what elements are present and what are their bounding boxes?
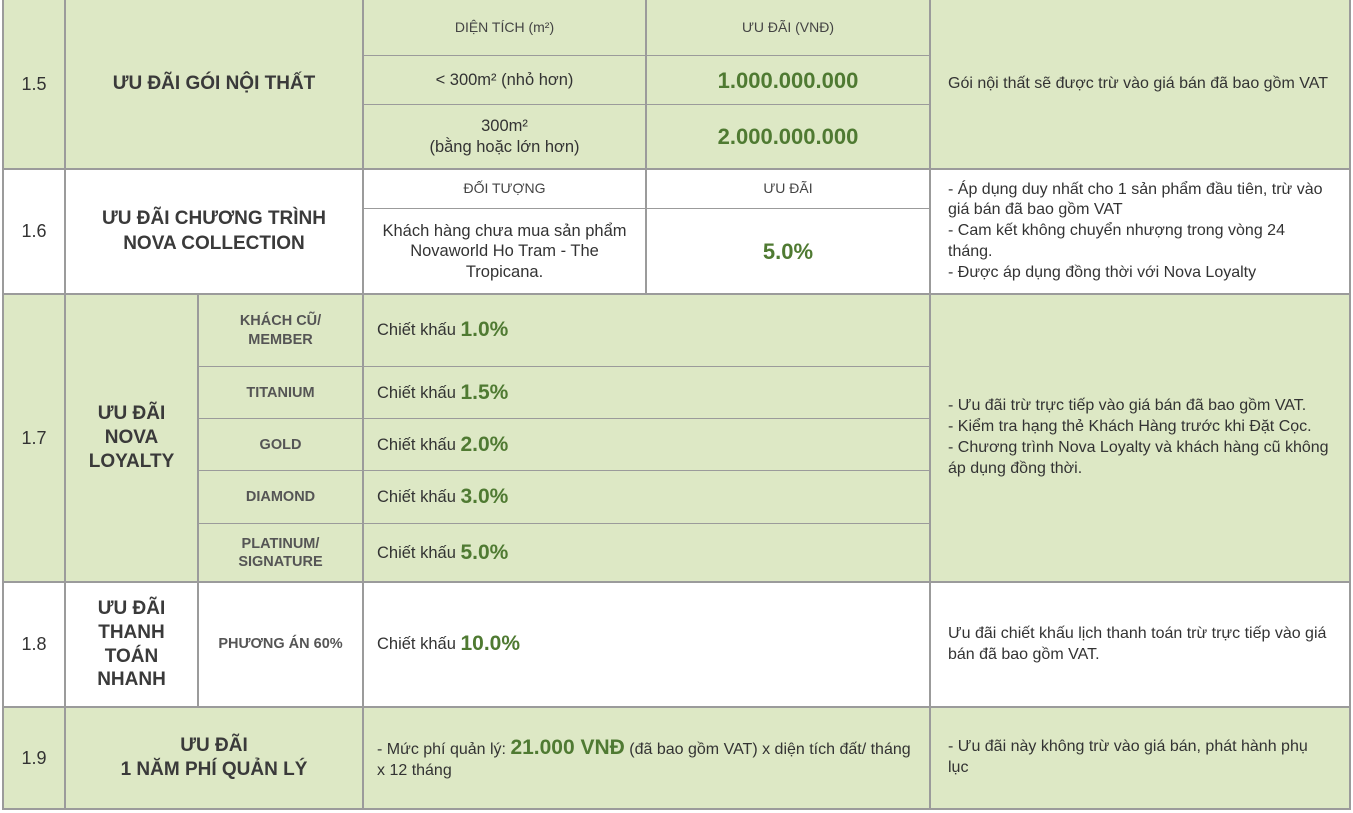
row-label-management-fee [65,707,363,809]
fast-payment-value: 10.0% [460,632,521,656]
row-number-1-5: 1.5 [3,0,65,169]
grid-line [2,706,1351,708]
tier-platinum-line2: SIGNATURE [238,554,323,570]
grid-line [198,470,930,471]
note-fast-payment: Ưu đãi chiết khấu lịch thanh toán trừ trực tiếp vào giá bán đã bao gồm VAT. [930,582,1350,707]
row-label-interior-package: ƯU ĐÃI GÓI NỘI THẤT [65,0,363,169]
tier-member-value: 1.0% [460,318,509,342]
tier-diamond-value: 3.0% [460,485,509,509]
row-label-fast-payment-line4: NHANH [97,669,166,691]
row-number-1-9: 1.9 [3,707,65,809]
discount-prefix: Chiết khấu [377,488,456,507]
tier-titanium-discount [363,367,930,419]
grid-line [198,418,930,419]
grid-line [363,55,930,56]
grid-line [1349,0,1351,810]
grid-line [363,104,930,105]
row-number-1-8: 1.8 [3,582,65,707]
grid-line [363,208,930,209]
area-option-over-300 [363,105,646,169]
grid-line [645,0,647,294]
row-label-nova-collection [65,169,363,294]
note-nova-collection-line3: - Được áp dụng đồng thời với Nova Loyalty [948,263,1257,281]
note-nova-collection-line2: - Cam kết không chuyển nhượng trong vòng 24 tháng. [948,222,1285,260]
discount-prefix: Chiết khấu [377,321,456,340]
tier-member-discount [363,294,930,367]
row-label-fast-payment-line1: ƯU ĐÃI [97,597,166,619]
row-label-nova-collection-line2: NOVA COLLECTION [123,232,305,254]
grid-line [362,0,364,810]
grid-line [2,0,4,810]
header-offer: ƯU ĐÃI [646,169,930,209]
header-area: DIỆN TÍCH (m²) [363,0,646,56]
tier-titanium: TITANIUM [198,367,363,419]
fee-prefix: - Mức phí quản lý: [377,740,506,758]
discount-prefix: Chiết khấu [377,383,456,402]
tier-gold-value: 2.0% [460,432,509,456]
discount-prefix: Chiết khấu [377,543,456,562]
management-fee-detail [363,707,930,809]
note-nova-collection [930,169,1350,294]
row-label-nova-loyalty-line3: LOYALTY [88,451,175,473]
fast-payment-discount [363,582,930,707]
tier-member [198,294,363,367]
header-offer-vnd: ƯU ĐÃI (VNĐ) [646,0,930,56]
grid-line [64,0,66,810]
row-label-fast-payment [65,582,198,707]
offer-value-over-300: 2.000.000.000 [646,105,930,169]
grid-line [2,581,1351,583]
note-nova-loyalty-line3: - Chương trình Nova Loyalty và khách hàng cũ không áp dụng đồng thời. [948,439,1329,477]
tier-diamond: DIAMOND [198,471,363,524]
tier-platinum [198,524,363,582]
grid-line [929,0,931,810]
area-option-over-300-line2: (bằng hoặc lớn hơn) [429,138,580,156]
row-label-nova-collection-line1: ƯU ĐÃI CHƯƠNG TRÌNH [101,208,326,230]
area-option-under-300: < 300m² (nhỏ hơn) [363,56,646,105]
grid-line [2,168,1351,170]
area-option-over-300-line1: 300m² [481,117,528,136]
tier-titanium-value: 1.5% [460,380,509,404]
note-nova-loyalty-line1: - Ưu đãi trừ trực tiếp vào giá bán đã bao gồm VAT. [948,397,1307,415]
grid-line [197,294,199,707]
tier-diamond-discount [363,471,930,524]
note-management-fee: - Ưu đãi này không trừ vào giá bán, phát hành phụ lục [930,707,1350,809]
discount-prefix: Chiết khấu [377,435,456,454]
tier-gold: GOLD [198,419,363,471]
payment-plan: PHƯƠNG ÁN 60% [198,582,363,707]
note-nova-loyalty [930,294,1350,582]
note-nova-loyalty-line2: - Kiểm tra hạng thẻ Khách Hàng trước khi Đặt Cọc. [948,418,1312,436]
tier-platinum-value: 5.0% [460,540,509,564]
row-label-management-fee-line2: 1 NĂM PHÍ QUẢN LÝ [120,759,308,780]
fee-suffix: (đã bao gồm VAT) x diện tích đất/ tháng x 12 tháng [377,740,911,780]
grid-line [198,366,930,367]
row-label-fast-payment-line3: TOÁN [104,645,159,667]
row-label-management-fee-line1: ƯU ĐÃI [180,734,248,756]
fee-value: 21.000 VNĐ [510,735,625,759]
discount-prefix: Chiết khấu [377,635,456,654]
tier-platinum-line1: PLATINUM/ [241,535,320,552]
tier-member-line1: KHÁCH CŨ/ [239,313,322,330]
note-nova-collection-line1: - Áp dụng duy nhất cho 1 sản phẩm đầu tiên, trừ vào giá bán đã bao gồm VAT [948,180,1323,219]
row-label-nova-loyalty [65,294,198,582]
collection-offer-value: 5.0% [646,209,930,294]
row-label-nova-loyalty-line1: ƯU ĐÃI [97,402,166,424]
header-target: ĐỐI TƯỢNG [363,169,646,209]
target-customer: Khách hàng chưa mua sản phẩm Novaworld Ho Tram - The Tropicana. [363,209,646,294]
grid-line [2,293,1351,295]
tier-member-line2: MEMBER [248,331,313,348]
row-label-fast-payment-line2: THANH [98,621,165,643]
row-number-1-7: 1.7 [3,294,65,582]
note-interior-package: Gói nội thất sẽ được trừ vào giá bán đã bao gồm VAT [930,0,1350,169]
offer-value-under-300: 1.000.000.000 [646,56,930,105]
grid-line [198,523,930,524]
tier-gold-discount [363,419,930,471]
row-label-nova-loyalty-line2: NOVA [104,426,159,448]
tier-platinum-discount [363,524,930,582]
row-number-1-6: 1.6 [3,169,65,294]
grid-line [2,808,1351,810]
